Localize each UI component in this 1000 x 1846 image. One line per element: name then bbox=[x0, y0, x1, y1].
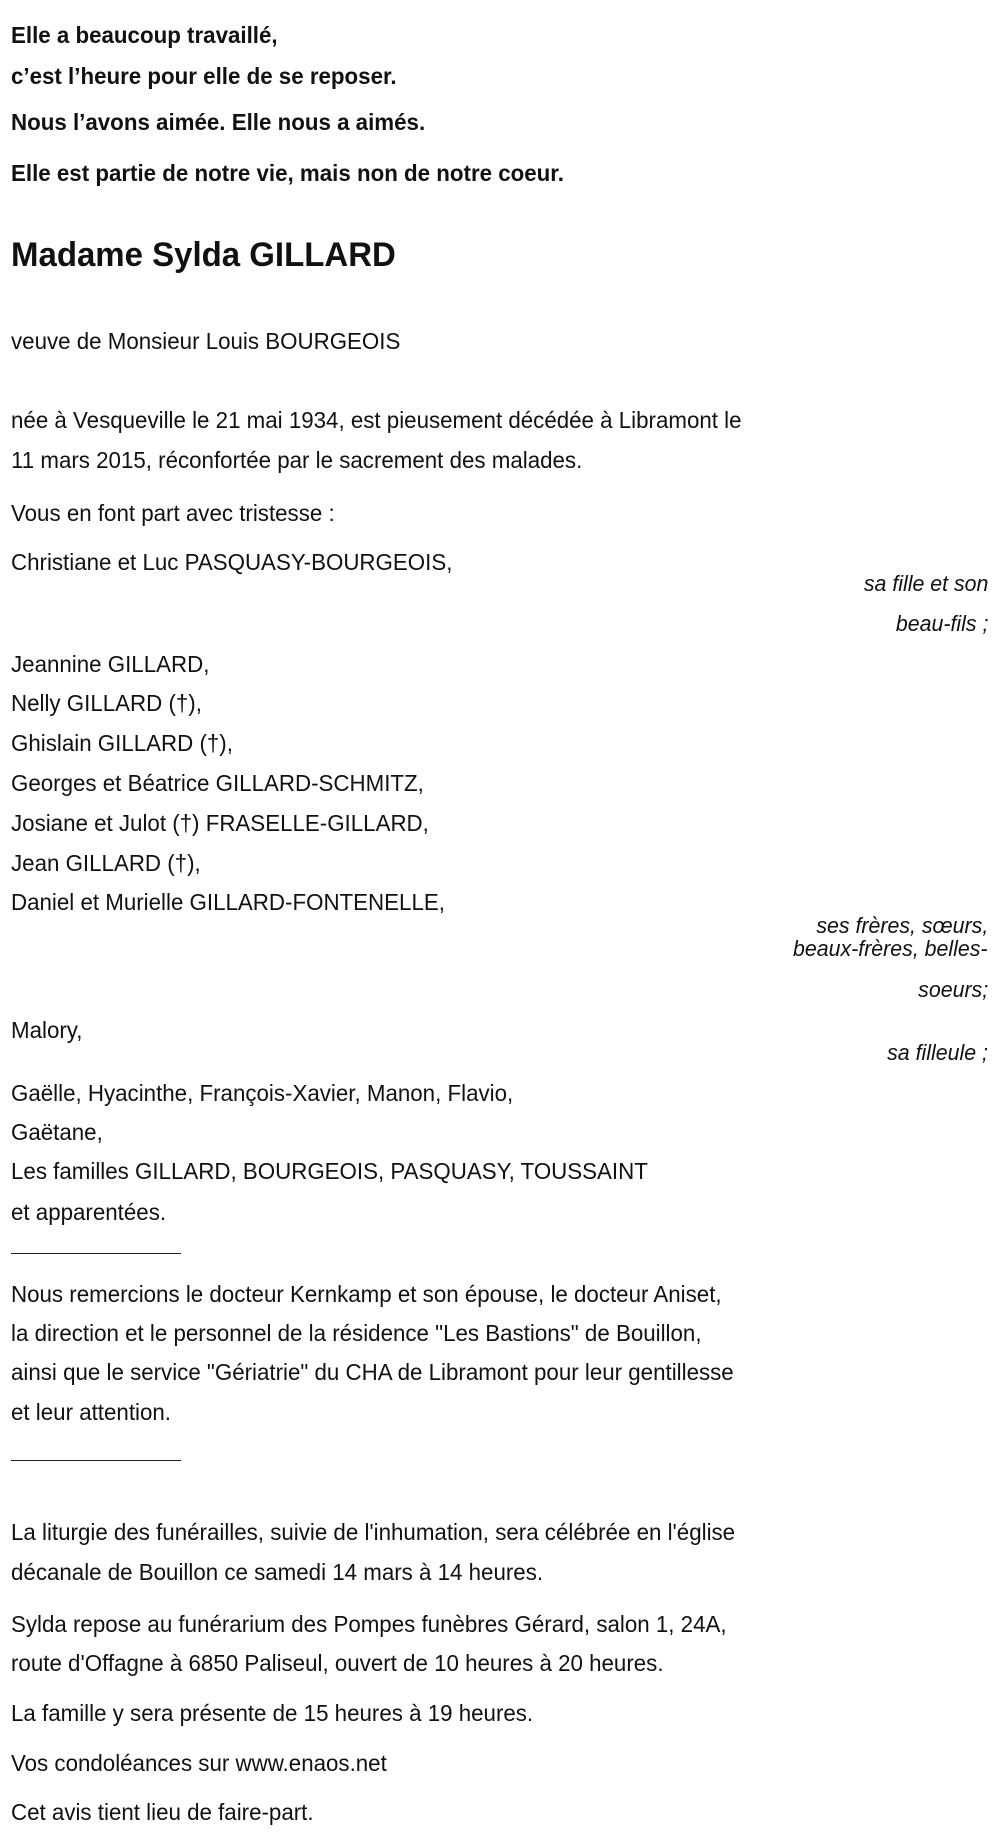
family-presence: La famille y sera présente de 15 heures à 19 heures. bbox=[11, 1700, 534, 1726]
relation-label: sa fille et son bbox=[863, 571, 988, 596]
thanks-line: ainsi que le service "Gériatrie" du CHA de Libramont pour leur gentillesse bbox=[11, 1359, 734, 1385]
thanks-line: et leur attention. bbox=[11, 1399, 172, 1425]
thanks-line: la direction et le personnel de la résidence "Les Bastions" de Bouillon, bbox=[11, 1320, 702, 1346]
widow-line: veuve de Monsieur Louis BOURGEOIS bbox=[11, 328, 401, 354]
announcement-intro: Vous en font part avec tristesse : bbox=[11, 500, 335, 526]
deceased-name-title: Madame Sylda GILLARD bbox=[11, 236, 396, 274]
funeral-line: La liturgie des funérailles, suivie de l'inhumation, sera célébrée en l'église bbox=[11, 1519, 736, 1545]
family-others: Gaëtane, bbox=[11, 1119, 103, 1145]
family-daughter: Christiane et Luc PASQUASY-BOURGEOIS, bbox=[11, 549, 453, 575]
birth-death-line: 11 mars 2015, réconfortée par le sacrement des malades. bbox=[11, 447, 583, 473]
separator-line bbox=[11, 1460, 181, 1461]
family-sibling: Josiane et Julot (†) FRASELLE-GILLARD, bbox=[11, 810, 429, 836]
relation-label: beaux-frères, belles- bbox=[793, 936, 988, 961]
relation-label: soeurs; bbox=[918, 977, 988, 1002]
condolences-line: Vos condoléances sur www.enaos.net bbox=[11, 1750, 387, 1776]
relation-label: beau-fils ; bbox=[895, 611, 988, 636]
family-sibling: Jeannine GILLARD, bbox=[11, 651, 210, 677]
family-sibling: Nelly GILLARD (†), bbox=[11, 690, 202, 716]
family-others: et apparentées. bbox=[11, 1199, 167, 1225]
repose-line: Sylda repose au funérarium des Pompes funèbres Gérard, salon 1, 24A, bbox=[11, 1611, 727, 1637]
poem-line: Elle est partie de notre vie, mais non de notre coeur. bbox=[11, 160, 564, 186]
poem-line: Elle a beaucoup travaillé, bbox=[11, 22, 278, 48]
family-others: Les familles GILLARD, BOURGEOIS, PASQUASY, TOUSSAINT bbox=[11, 1158, 648, 1184]
family-others: Gaëlle, Hyacinthe, François-Xavier, Manon, Flavio, bbox=[11, 1080, 514, 1106]
separator-line bbox=[11, 1253, 181, 1254]
birth-death-line: née à Vesqueville le 21 mai 1934, est pieusement décédée à Libramont le bbox=[11, 407, 742, 433]
family-goddaughter: Malory, bbox=[11, 1017, 83, 1043]
thanks-line: Nous remercions le docteur Kernkamp et son épouse, le docteur Aniset, bbox=[11, 1281, 722, 1307]
poem-line: Nous l’avons aimée. Elle nous a aimés. bbox=[11, 109, 426, 135]
family-sibling: Ghislain GILLARD (†), bbox=[11, 730, 233, 756]
family-sibling: Jean GILLARD (†), bbox=[11, 850, 201, 876]
relation-label: ses frères, sœurs, bbox=[816, 913, 988, 938]
funeral-line: décanale de Bouillon ce samedi 14 mars à 14 heures. bbox=[11, 1559, 544, 1585]
notice-line: Cet avis tient lieu de faire-part. bbox=[11, 1799, 314, 1825]
poem-line: c’est l’heure pour elle de se reposer. bbox=[11, 63, 397, 89]
family-sibling: Daniel et Murielle GILLARD-FONTENELLE, bbox=[11, 889, 445, 915]
repose-line: route d'Offagne à 6850 Paliseul, ouvert de 10 heures à 20 heures. bbox=[11, 1650, 664, 1676]
family-sibling: Georges et Béatrice GILLARD-SCHMITZ, bbox=[11, 770, 424, 796]
relation-label: sa filleule ; bbox=[887, 1040, 988, 1065]
